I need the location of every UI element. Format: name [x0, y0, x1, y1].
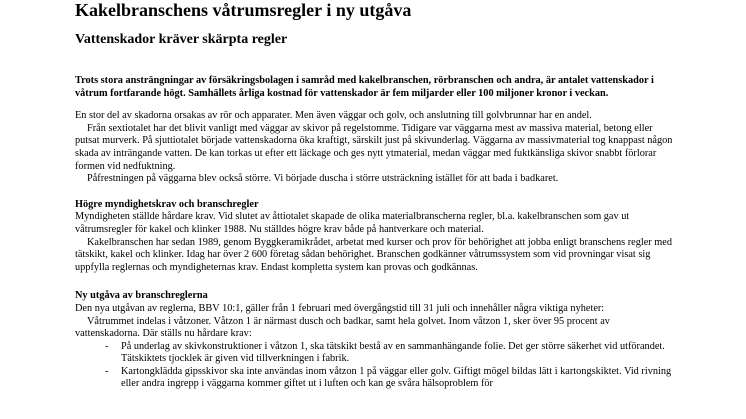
document-subtitle: Vattenskador kräver skärpta regler [75, 32, 288, 47]
intro-paragraph-2: Från sextiotalet har det blivit vanligt med väggar av skivor på regelstomme. Tidigare var väggarna mest av massiva material, betong eller putsat murverk. På sjuttiotalet började vattenskadorna öka kraftigt, särskilt just på skivunderlag. Väggarna av massivmaterial tog knappast någon skada av inträngande vatten. De kan torkas ut efter ett läckage och ges nytt ytmaterial, medan väggar med fuktkänsliga skivor snabbt förlorar formen vid nedfuktning. [75, 122, 673, 172]
section2-paragraph-1: Den nya utgåvan av reglerna, BBV 10:1, gäller från 1 februari med övergångstid till 31 juli och innehåller några viktiga nyheter: [75, 302, 605, 314]
document-title: Kakelbranschens våtrumsregler i ny utgåva [75, 0, 412, 20]
dash-bullet: - [105, 365, 109, 377]
intro-paragraph-3: Påfrestningen på väggarna blev också större. Vi började duscha i större utsträckning istället för att bada i badkaret. [87, 173, 559, 185]
list-item-text: Kartongklädda gipsskivor ska inte användas inom våtzon 1 på väggar eller golv. Giftigt mögel bildas lätt i kartongskiktet. Vid rivning eller andra ingrepp i väggarna kommer giftet ut i luften och kan ge svåra hälsoproblem för [121, 365, 672, 390]
dash-bullet: - [105, 340, 109, 352]
section-heading-new-edition: Ny utgåva av branschreglerna [75, 290, 208, 302]
section2-paragraph-2: Våtrummet indelas i våtzoner. Våtzon 1 är närmast dusch och badkar, samt hela golvet. Inom våtzon 1, sker över 95 procent av vattenskadorna. Där ställs nu hårdare krav: [75, 315, 610, 340]
section1-paragraph-2: Kakelbranschen har sedan 1989, genom Byggkeramikrådet, arbetat med kurser och prov för behörighet att jobba enligt branschens regler med tätskikt, kakel och klinker. Idag har över 2 600 företag sådan behörighet. Branschen godkänner våtrumssystem som vid provningar visat sig uppfylla reglernas och myndigheternas krav. Endast kompletta system kan provas och godkännas. [75, 236, 673, 273]
requirements-list [75, 341, 675, 391]
section1-paragraph-1: Myndigheten ställde hårdare krav. Vid slutet av åttiotalet skapade de olika materialbranscherna regler, bl.a. kakelbranschen som gav ut våtrumsregler för kakel och klinker 1988. Nu ställdes högre krav både på hantverkare och material. [75, 211, 630, 235]
section-heading-requirements: Högre myndighetskrav och branschregler [75, 198, 259, 210]
list-item-text: På underlag av skivkonstruktioner i våtzon 1, ska tätskikt bestå av en sammanhängande folie. Det ger större säkerhet vid utförandet. Tätskiktets tjocklek är given vid tillverkningen i fabrik. [121, 340, 665, 365]
document-page [75, 0, 675, 391]
lead-paragraph: Trots stora ansträngningar av försäkringsbolagen i samråd med kakelbranschen, rörbranschen och andra, är antalet vattenskador i våtrum fortfarande högt. Samhällets årliga kostnad för vattenskador är fem miljarder eller 100 miljoner kronor i veckan. [75, 75, 654, 99]
list-item [105, 341, 675, 366]
list-item [105, 366, 675, 391]
intro-paragraph-1: En stor del av skadorna orsakas av rör och apparater. Men även väggar och golv, och anslutning till golvbrunnar har en andel. [75, 110, 592, 122]
